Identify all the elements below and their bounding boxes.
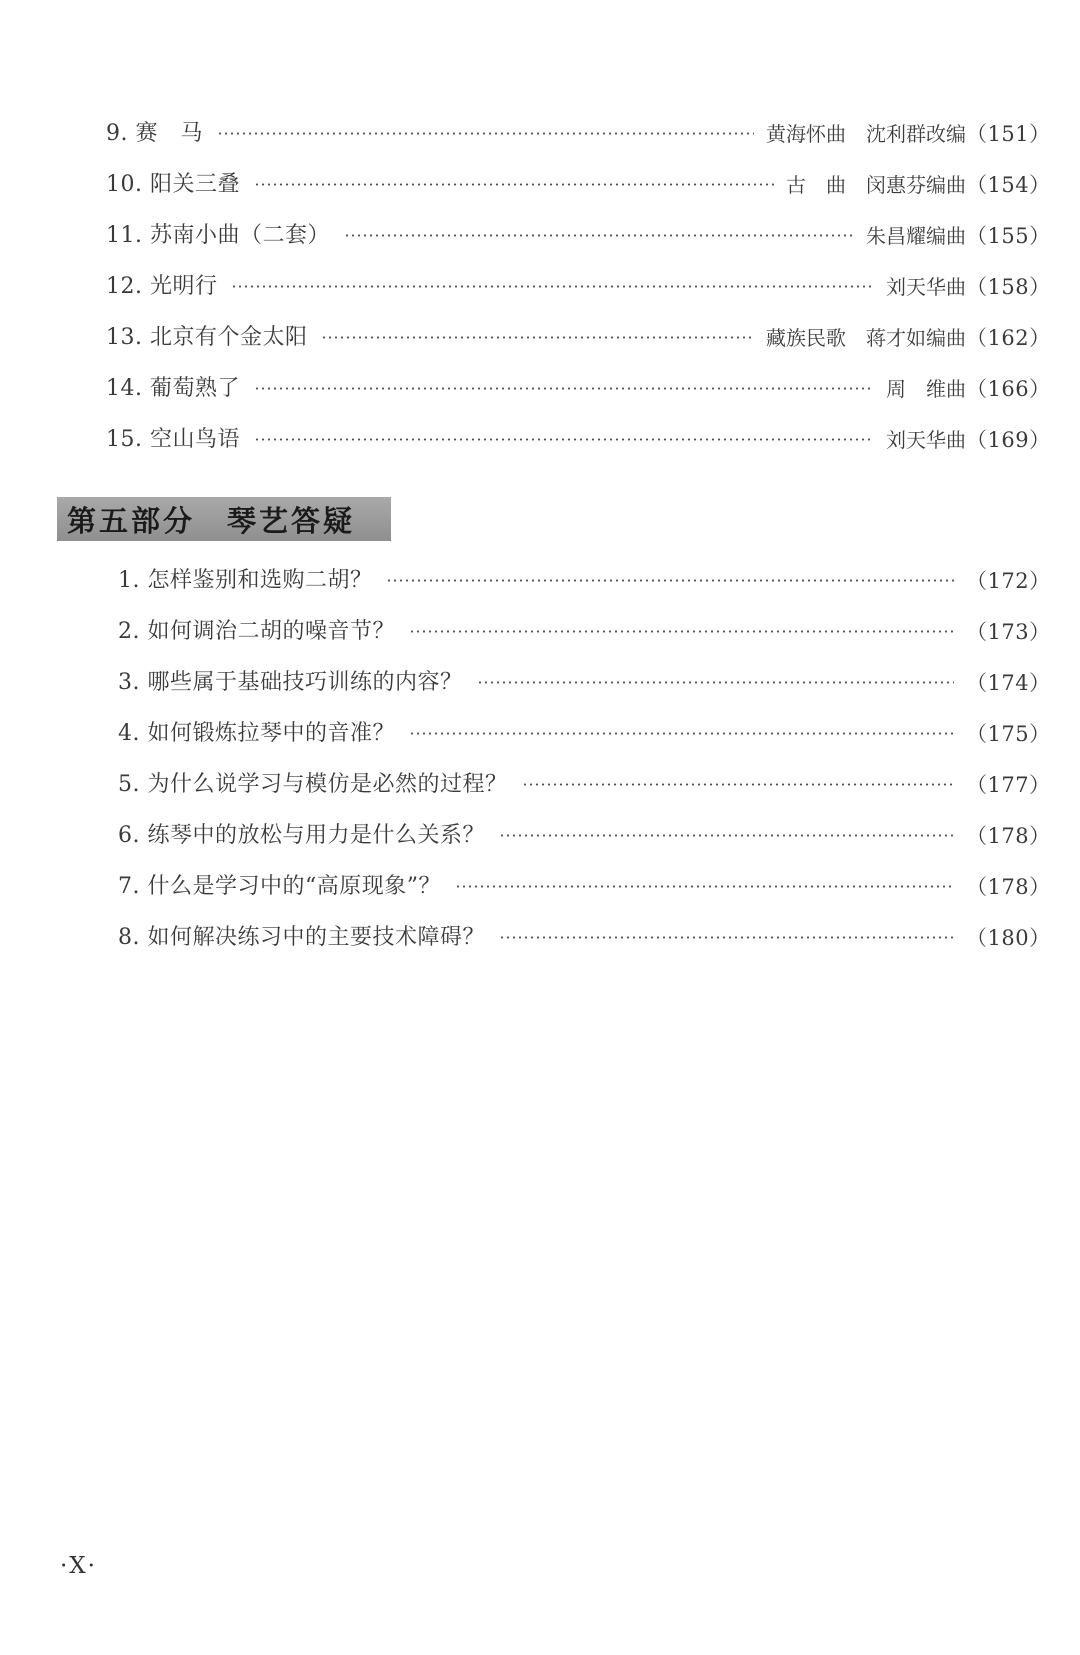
toc-title: 4. 如何锻炼拉琴中的音准？ xyxy=(118,720,395,746)
toc-row[interactable] xyxy=(0,861,1080,912)
dot-leader xyxy=(455,885,954,888)
dot-leader xyxy=(499,936,954,939)
dot-leader xyxy=(254,387,874,390)
toc-title: 13. 北京有个金太阳 xyxy=(106,324,308,350)
dot-leader xyxy=(409,732,954,735)
toc-row[interactable] xyxy=(0,363,1080,414)
dot-leader xyxy=(522,783,955,786)
toc-title: 2. 如何调治二胡的噪音节？ xyxy=(118,618,395,644)
toc-row[interactable] xyxy=(0,210,1080,261)
toc-row[interactable] xyxy=(0,108,1080,159)
dot-leader xyxy=(254,183,774,186)
toc-page-number: （169） xyxy=(966,427,1051,452)
dot-leader xyxy=(499,834,954,837)
dot-leader xyxy=(477,681,955,684)
toc-page-number: （155） xyxy=(966,223,1051,248)
toc-credit: 藏族民歌 蒋才如编曲 xyxy=(766,325,966,350)
toc-title: 10. 阳关三叠 xyxy=(106,171,240,197)
toc-title: 15. 空山鸟语 xyxy=(106,426,240,452)
toc-row[interactable] xyxy=(0,606,1080,657)
toc-title: 12. 光明行 xyxy=(106,273,218,299)
toc-credit: 刘天华曲 xyxy=(886,427,966,452)
toc-title: 3. 哪些属于基础技巧训练的内容？ xyxy=(118,669,463,695)
toc-row[interactable] xyxy=(0,912,1080,963)
toc-page-number: （158） xyxy=(966,274,1051,299)
toc-title: 8. 如何解决练习中的主要技术障碍？ xyxy=(118,924,485,950)
toc-row[interactable] xyxy=(0,261,1080,312)
dot-leader xyxy=(409,630,954,633)
dot-leader xyxy=(321,336,754,339)
toc-page-number: （151） xyxy=(966,121,1051,146)
toc-page-number: （173） xyxy=(966,619,1051,644)
toc-credit: 古 曲 闵惠芬编曲 xyxy=(786,172,966,197)
page-number: ·X· xyxy=(60,1553,97,1579)
toc-row[interactable] xyxy=(0,555,1080,606)
section-heading: 第五部分 琴艺答疑 xyxy=(67,503,356,538)
section-heading-banner xyxy=(57,497,391,541)
dot-leader xyxy=(217,132,754,135)
toc-title: 9. 赛 马 xyxy=(106,120,203,146)
toc-page-number: （177） xyxy=(966,772,1051,797)
qa-toc-list xyxy=(0,555,1080,963)
toc-page-number: （180） xyxy=(966,925,1051,950)
dot-leader xyxy=(254,438,874,441)
toc-page-number: （162） xyxy=(966,325,1051,350)
toc-page-number: （166） xyxy=(966,376,1051,401)
toc-row[interactable] xyxy=(0,708,1080,759)
toc-credit: 周 维曲 xyxy=(886,376,966,401)
toc-title: 1. 怎样鉴别和选购二胡？ xyxy=(118,567,373,593)
toc-title: 5. 为什么说学习与模仿是必然的过程？ xyxy=(118,771,508,797)
dot-leader xyxy=(386,579,954,582)
toc-title: 7. 什么是学习中的“高原现象”？ xyxy=(118,873,441,899)
toc-row[interactable] xyxy=(0,759,1080,810)
toc-credit: 黄海怀曲 沈利群改编 xyxy=(766,121,966,146)
toc-page-number: （174） xyxy=(966,670,1051,695)
toc-row[interactable] xyxy=(0,159,1080,210)
toc-page-number: （154） xyxy=(966,172,1051,197)
toc-row[interactable] xyxy=(0,810,1080,861)
toc-title: 14. 葡萄熟了 xyxy=(106,375,240,401)
toc-row[interactable] xyxy=(0,657,1080,708)
toc-page-number: （172） xyxy=(966,568,1051,593)
dot-leader xyxy=(231,285,874,288)
toc-page-number: （178） xyxy=(966,823,1051,848)
toc-credit: 朱昌耀编曲 xyxy=(866,223,966,248)
toc-row[interactable] xyxy=(0,312,1080,363)
toc-page-number: （178） xyxy=(966,874,1051,899)
toc-title: 11. 苏南小曲（二套） xyxy=(106,222,330,248)
toc-credit: 刘天华曲 xyxy=(886,274,966,299)
dot-leader xyxy=(344,234,854,237)
toc-page-number: （175） xyxy=(966,721,1051,746)
toc-row[interactable] xyxy=(0,414,1080,465)
toc-title: 6. 练琴中的放松与用力是什么关系？ xyxy=(118,822,485,848)
music-toc-list xyxy=(0,108,1080,465)
